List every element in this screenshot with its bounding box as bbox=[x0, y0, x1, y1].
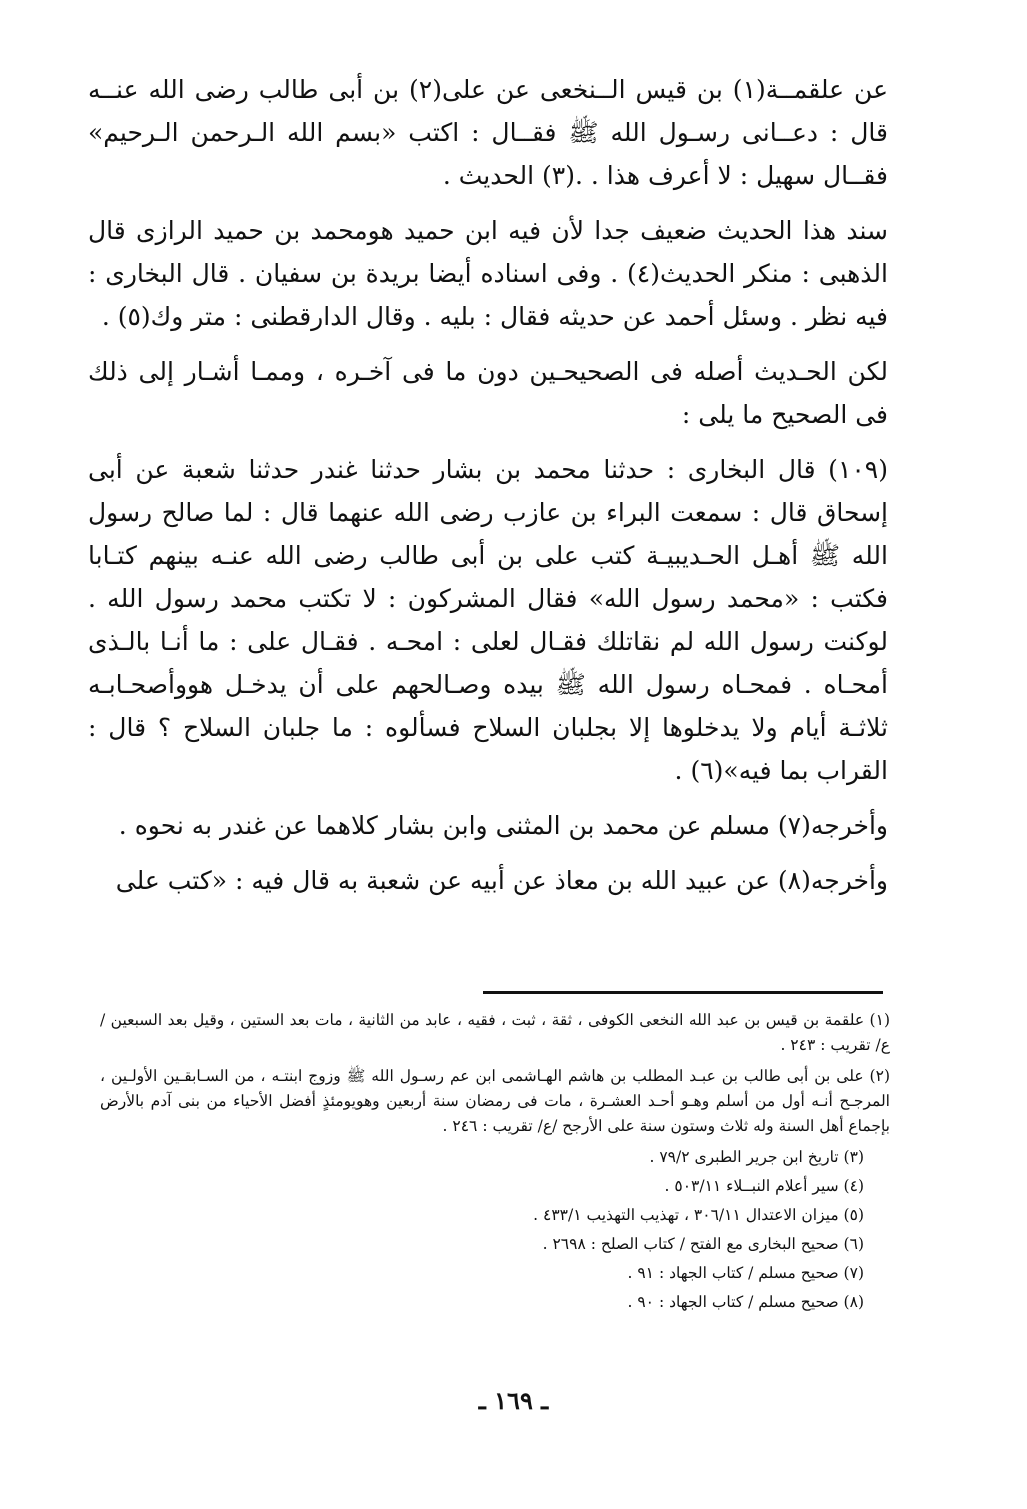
paragraph-hadith-109: (١٠٩) قال البخارى : حدثنا محمد بن بشار حدثنا غندر حدثنا شعبة عن أبى إسحاق قال : سمعت البراء بن عازب رضى الله عنهما قال : لما صالح رسول الله ﷺ أهـل الحـديبيـة كتب على بن أبى طالب رضى الله عنـه بينهم كتـابا فكتب : «محمد رسول الله» فقال المشركون : لا تكتب محمد رسول الله . لوكنت رسول الله لم نقاتلك فقـال لعلى : امحـه . فقـال على : ما أنـا بالـذى أمحـاه . فمحـاه رسول الله ﷺ بيده وصـالحهم على أن يدخـل هووأصحـابـه ثلاثـة أيام ولا يدخلوها إلا بجلبان السلاح فسألوه : ما جلبان السلاح ؟ قال : القراب بما فيه»(٦) . bbox=[88, 455, 888, 785]
paragraph-ubaydullah-takhrij: وأخرجه(٨) عن عبيد الله بن معاذ عن أبيه عن شعبة به قال فيه : «كتب على bbox=[115, 866, 888, 895]
paragraph-muslim-takhrij: وأخرجه(٧) مسلم عن محمد بن المثنى وابن بشار كلاهما عن غندر به نحوه . bbox=[118, 811, 888, 840]
footnote-4: (٤) سير أعلام النبــلاء ٥٠٣/١١ . bbox=[664, 1177, 864, 1195]
footnote-8: (٨) صحيح مسلم / كتاب الجهاد : ٩٠ . bbox=[627, 1293, 864, 1311]
paragraph-sahih-origin: لكن الحـديث أصله فى الصحيحـين دون ما فى آخـره ، وممـا أشـار إلى ذلك فى الصحيح ما يلى : bbox=[88, 357, 888, 429]
paragraph-isnad-grading: سند هذا الحديث ضعيف جدا لأن فيه ابن حميد هومحمد بن حميد الرازى قال الذهبى : منكر الحديث(٤) . وفى اسناده أيضا بريدة بن سفيان . قال البخارى : فيه نظر . وسئل أحمد عن حديثه فقال : بليه . وقال الدارقطنى : متر وك(٥) . bbox=[88, 216, 888, 331]
footnote-1: (١) علقمة بن قيس بن عبد الله النخعى الكوفى ، ثقة ، ثبت ، فقيه ، عابد من الثانية ، مات بعد الستين ، وقيل بعد السبعين /ع/ تقريب : ٢٤٣ . bbox=[100, 1011, 890, 1054]
footnote-2: (٢) على بن أبى طالب بن عبـد المطلب بن هاشم الهـاشمى ابن عم رسـول الله ﷺ وزوج ابنتـه ، من السـابقـين الأولـين ، المرجـح أنـه أول من أسلم وهـو أحـد العشـرة ، مات فى رمضان سنة أربعين وهويومئذٍ أفضل الأحياء من بنى آدم بالأرض بإجماع أهل السنة وله ثلاث وستون سنة على الأرجح /ع/ تقريب : ٢٤٦ . bbox=[100, 1067, 890, 1135]
main-text bbox=[88, 68, 888, 902]
footnotes bbox=[100, 1008, 890, 1319]
footnote-5: (٥) ميزان الاعتدال ٣٠٦/١١ ، تهذيب التهذيب ٤٣٣/١ . bbox=[533, 1206, 864, 1224]
paragraph-alqama-hadith: عن علقمــة(١) بن قيس الــنخعى عن على(٢) بن أبى طالب رضى الله عنــه قال : دعــانى رسـول الله ﷺ فقــال : اكتب «بسم الله الـرحمن الـرحيم» فقــال سهيل : لا أعرف هذا . .(٣) الحديث . bbox=[88, 75, 888, 190]
footnote-separator bbox=[483, 991, 883, 994]
footnote-6: (٦) صحيح البخارى مع الفتح / كتاب الصلح : ٢٦٩٨ . bbox=[542, 1235, 864, 1253]
page-number: ـ ١٦٩ ـ bbox=[478, 1386, 549, 1415]
footnote-3: (٣) تاريخ ابن جرير الطبرى ٧٩/٢ . bbox=[649, 1148, 864, 1166]
footnote-7: (٧) صحيح مسلم / كتاب الجهاد : ٩١ . bbox=[627, 1264, 864, 1282]
